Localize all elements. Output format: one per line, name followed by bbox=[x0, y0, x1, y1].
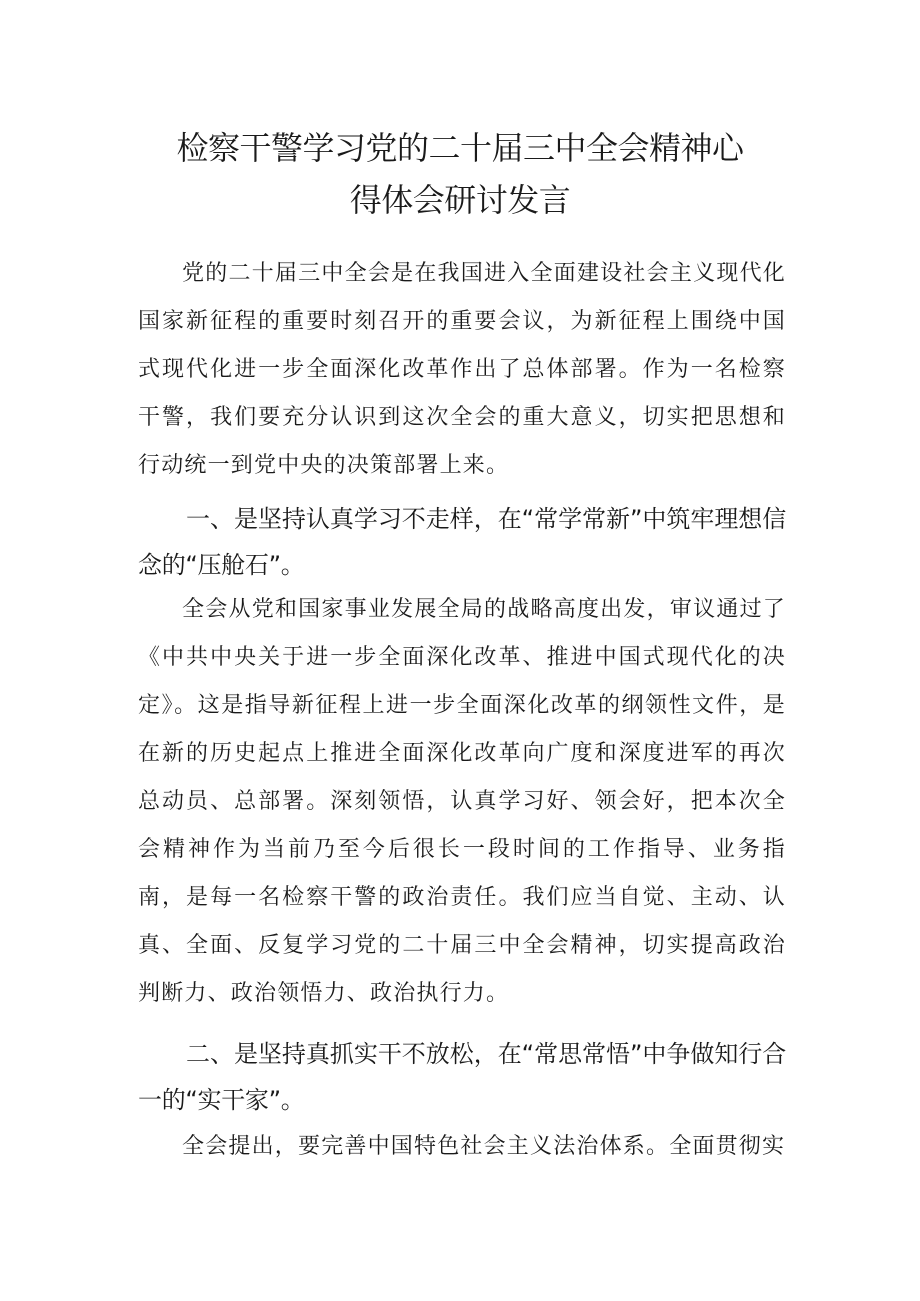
title-line-1: 检察干警学习党的二十届三中全会精神心 bbox=[176, 129, 744, 167]
paragraph-section-1: 全会从党和国家事业发展全局的战略高度出发，审议通过了《中共中央关于进一步全面深化改革、推进中国式现代化的决定》。这是指导新征程上进一步全面深化改革的纲领性文件，是在新的历史起点上推进全面深化改革向广度和深度进军的再次总动员、总部署。深刻领悟，认真学习好、领会好，把本次全会精神作为当前乃至今后很长一段时间的工作指导、业务指南，是每一名检察干警的政治责任。我们应当自觉、主动、认真、全面、反复学习党的二十届三中全会精神，切实提高政治判断力、政治领悟力、政治执行力。 bbox=[138, 597, 786, 1006]
paragraph-section-2: 全会提出，要完善中国特色社会主义法治体系。全面贯彻实 bbox=[182, 1134, 786, 1159]
section-heading-2: 二、是坚持真抓实干不放松，在“常思常悟”中争做知行合一的“实干家”。 bbox=[138, 1040, 786, 1114]
paragraph-intro: 党的二十届三中全会是在我国进入全面建设社会主义现代化国家新征程的重要时刻召开的重要会议，为新征程上围绕中国式现代化进一步全面深化改革作出了总体部署。作为一名检察干警，我们要充分认识到这次全会的重大意义，切实把思想和行动统一到党中央的决策部署上来。 bbox=[138, 261, 786, 478]
document-title bbox=[120, 122, 800, 226]
title-line-2: 得体会研讨发言 bbox=[349, 181, 571, 219]
section-heading-1: 一、是坚持认真学习不走样，在“常学常新”中筑牢理想信念的“压舱石”。 bbox=[138, 505, 786, 579]
